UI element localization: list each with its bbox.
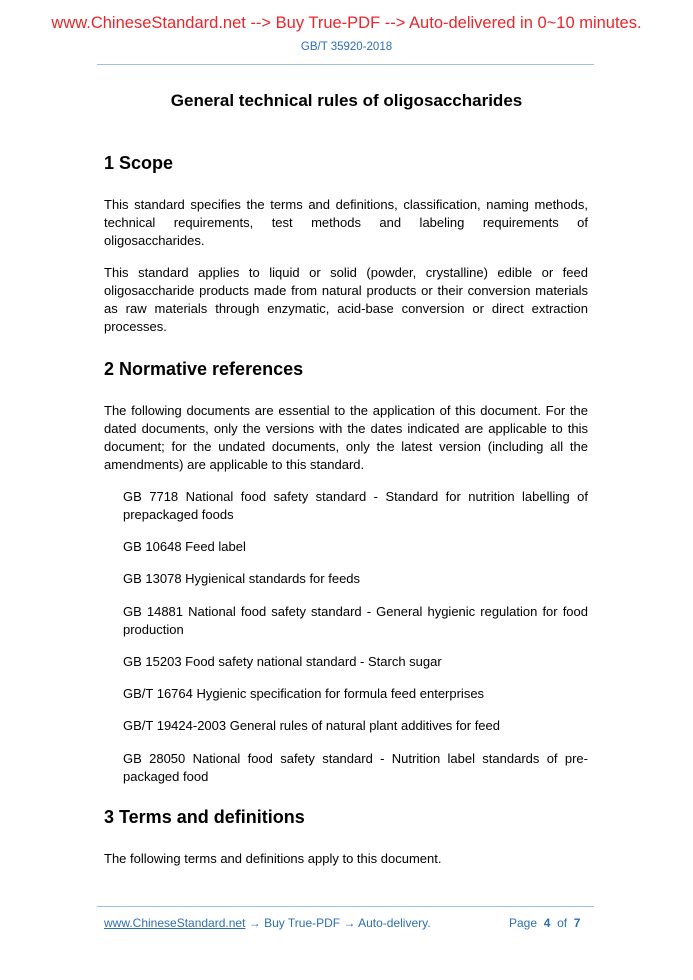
- page-total: 7: [573, 916, 581, 930]
- footer-link-text[interactable]: → Buy True-PDF → Auto-delivery.: [245, 916, 431, 930]
- reference-item: GB 15203 Food safety national standard - Starch sugar: [123, 654, 442, 669]
- footer-url[interactable]: www.ChineseStandard.net: [104, 916, 246, 930]
- reference-item: GB/T 16764 Hygienic specification for formula feed enterprises: [123, 686, 485, 701]
- scope-paragraph-2: This standard applies to liquid or solid (powder, crystalline) edible or feed oligosaccharide products made from natural products or their conversion materials as raw materials through enzymatic, acid-base conversion or direct extraction processes.: [104, 265, 588, 334]
- standard-code: GB/T 35920-2018: [300, 41, 393, 53]
- document-title: General technical rules of oligosaccharides: [170, 91, 523, 110]
- header-divider: [97, 64, 594, 65]
- section-heading-terms-and-definitions: 3 Terms and definitions: [104, 807, 305, 827]
- reference-item: GB 7718 National food safety standard - Standard for nutrition labelling of prepackaged foods: [123, 489, 588, 522]
- reference-item: GB 28050 National food safety standard - Nutrition label standards of pre-packaged food: [123, 751, 588, 784]
- page-indicator: [509, 916, 580, 930]
- reference-item: GB/T 19424-2003 General rules of natural plant additives for feed: [123, 718, 500, 733]
- page-current: 4: [543, 916, 551, 930]
- footer-link[interactable]: [104, 916, 431, 930]
- page-of-label: of: [557, 916, 568, 930]
- reference-item: GB 14881 National food safety standard - General hygienic regulation for food production: [123, 604, 588, 637]
- terms-intro: The following terms and definitions apply to this document.: [104, 851, 442, 866]
- normative-references-intro: The following documents are essential to the application of this document. For the dated documents, only the versions with the dates indicated are applicable to this document; for the undated documents, only the latest version (including all the amendments) are applicable to this standard.: [104, 403, 588, 472]
- page-label: Page: [509, 916, 538, 930]
- reference-item: GB 10648 Feed label: [123, 539, 246, 554]
- footer-divider: [97, 906, 594, 907]
- section-heading-normative-references: 2 Normative references: [104, 359, 304, 379]
- top-banner[interactable]: www.ChineseStandard.net --> Buy True-PDF --> Auto-delivered in 0~10 minutes.: [51, 14, 642, 32]
- reference-item: GB 13078 Hygienical standards for feeds: [123, 571, 361, 586]
- scope-paragraph-1: This standard specifies the terms and definitions, classification, naming methods, technical requirements, test methods and labeling requirements of oligosaccharides.: [104, 197, 588, 248]
- section-heading-scope: 1 Scope: [104, 153, 174, 173]
